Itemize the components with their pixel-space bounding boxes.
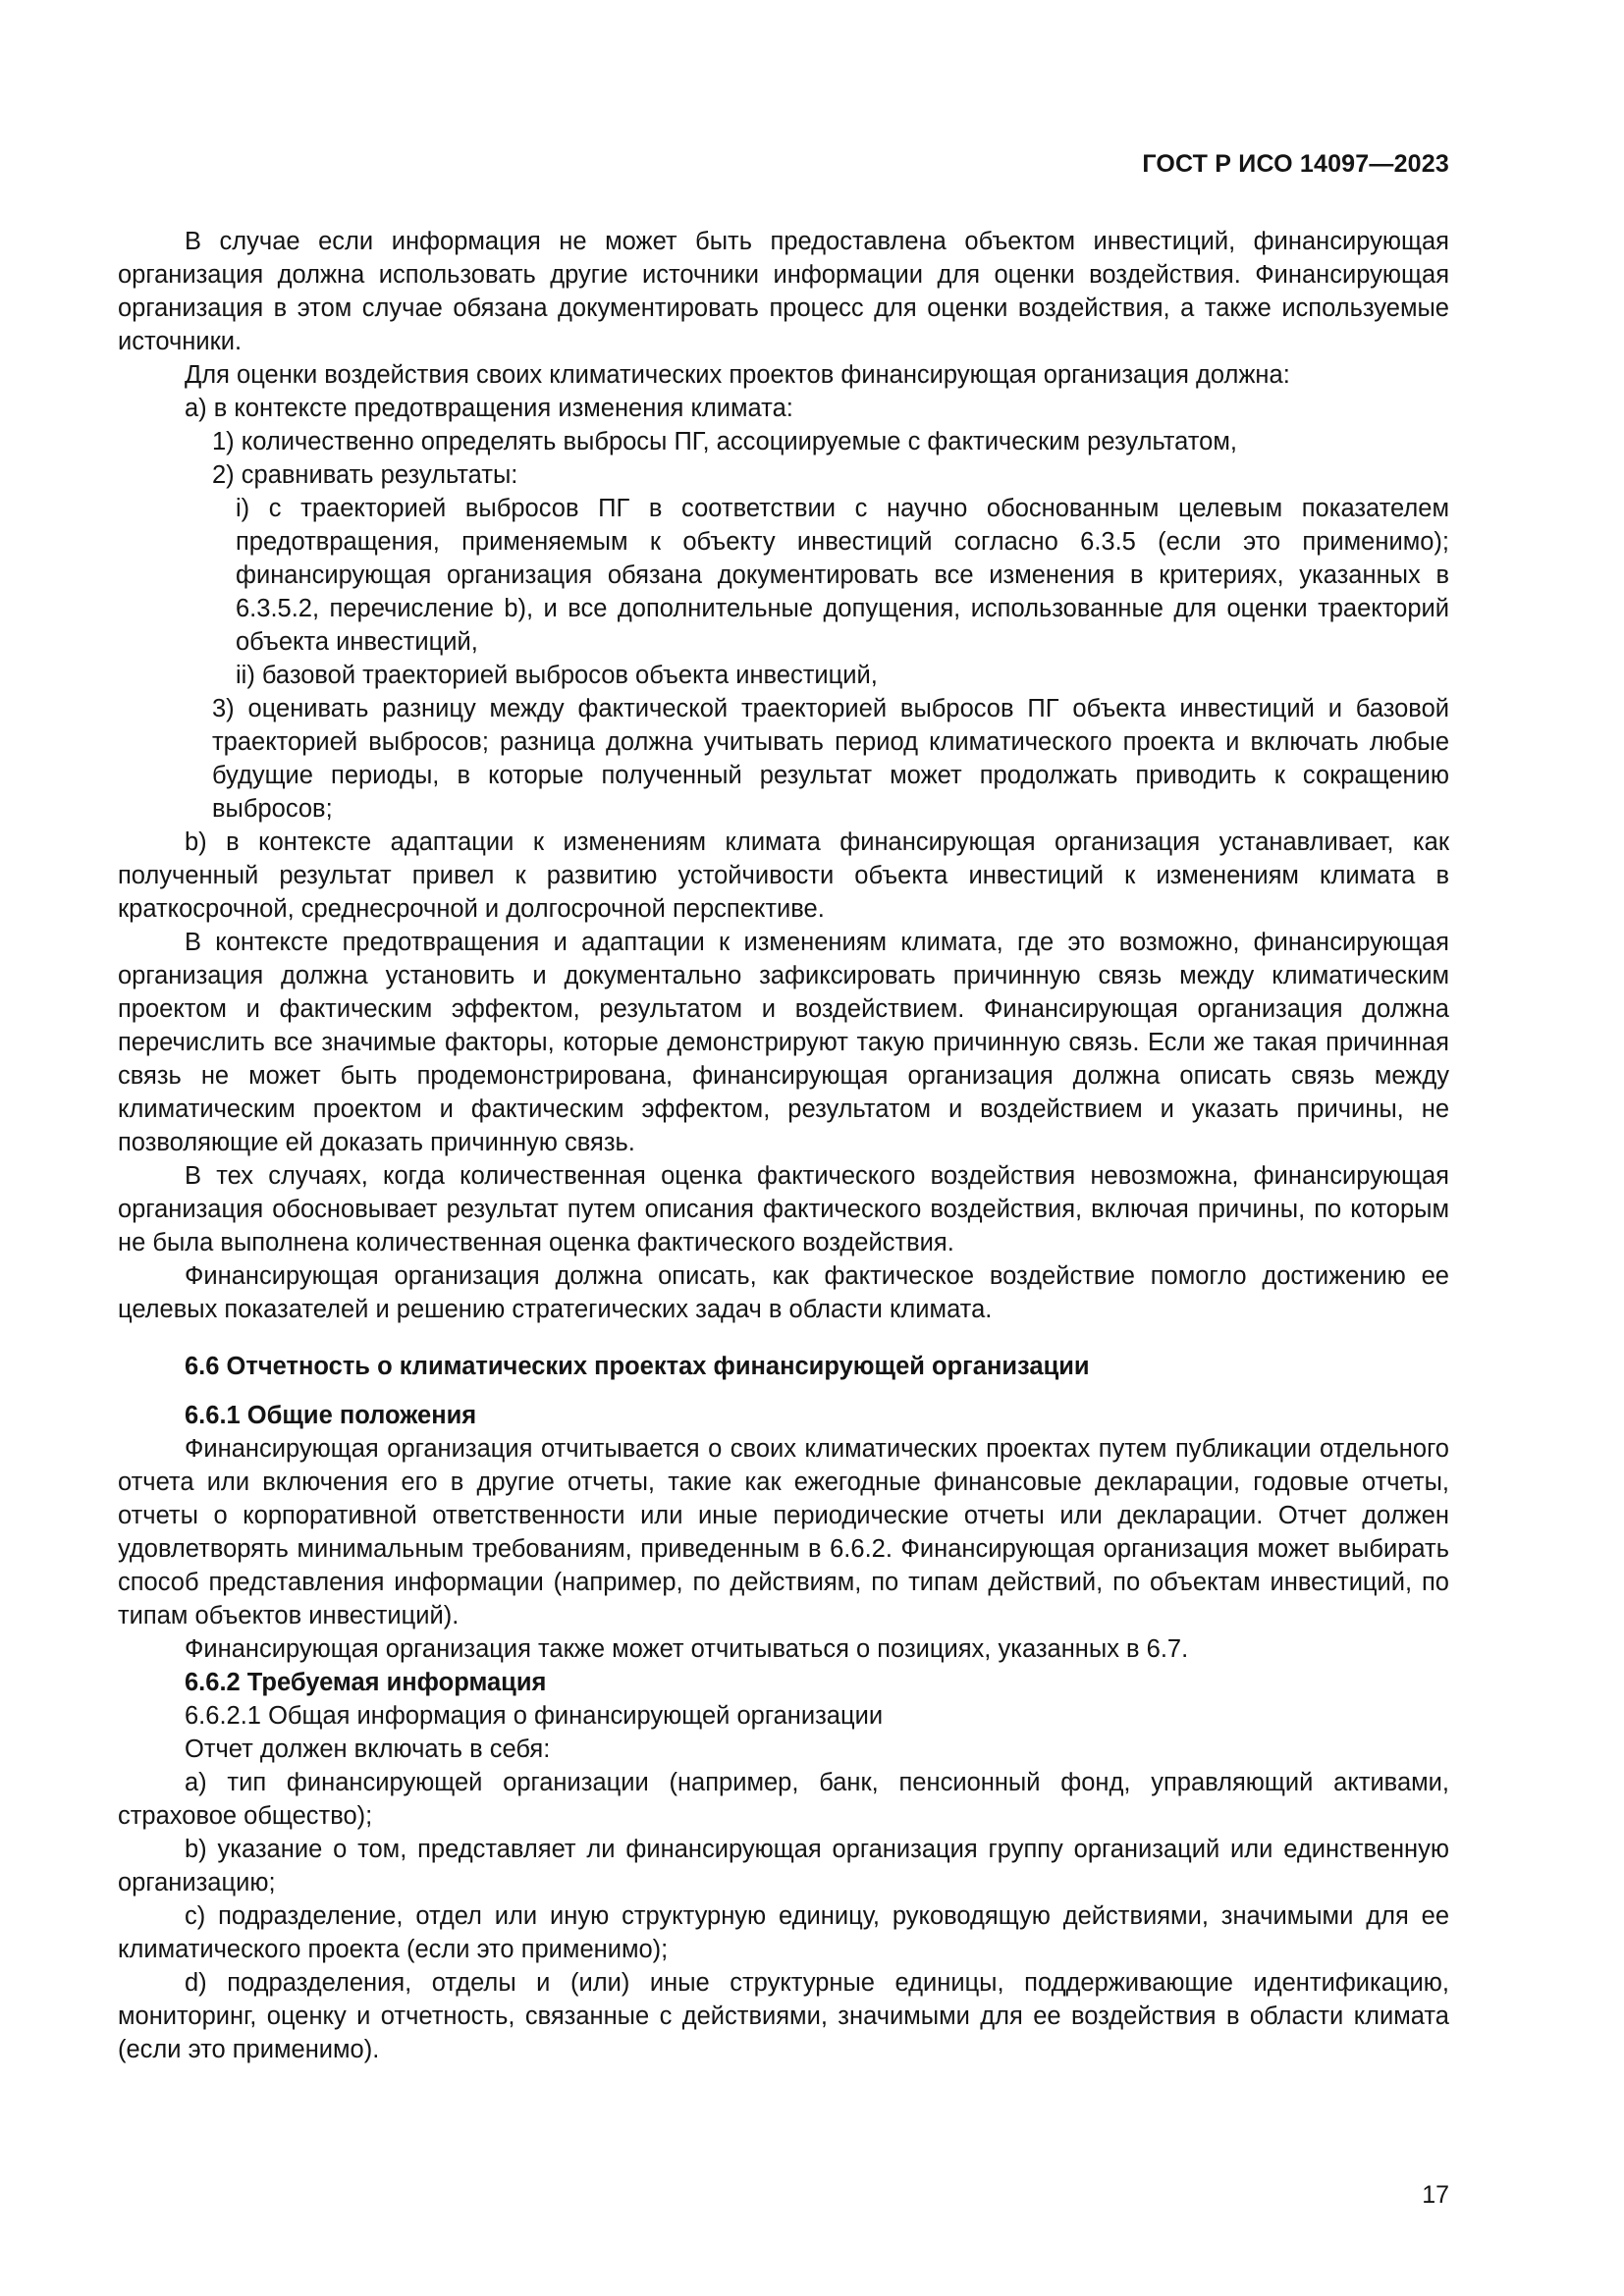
list-item: b) в контексте адаптации к изменениям климата финансирующая организация устанавливает, как полученный результат привел к развитию устойчивости объекта инвестиций к изменениям климата в краткосрочной, среднесрочной и долгосрочной перспективе. <box>118 828 1449 923</box>
list-item: 3) оценивать разницу между фактической траекторией выбросов ПГ объекта инвестиций и базовой траекторией выбросов; разница должна учитывать период климатического проекта и включать любые будущие периоды, в которые полученный результат может продолжать приводить к сокращению выбросов; <box>212 695 1449 823</box>
paragraph: 6.6.2.1 Общая информация о финансирующей организации <box>185 1702 884 1730</box>
list-item: d) подразделения, отделы и (или) иные структурные единицы, поддерживающие идентификацию, мониторинг, оценку и отчетность, связанные с действиями, значимыми для ее воздействия в области климата (если это применимо). <box>118 1969 1449 2063</box>
list-item: a) в контексте предотвращения изменения климата: <box>185 395 793 422</box>
document-header: ГОСТ Р ИСО 14097—2023 <box>1142 150 1449 178</box>
list-item: a) тип финансирующей организации (например, банк, пенсионный фонд, управляющий активами, страховое общество); <box>118 1769 1449 1830</box>
list-item: ii) базовой траекторией выбросов объекта инвестиций, <box>236 662 878 689</box>
paragraph: Отчет должен включать в себя: <box>185 1735 551 1763</box>
list-item: i) с траекторией выбросов ПГ в соответствии с научно обоснованным целевым показателем предотвращения, применяемым к объекту инвестиций согласно 6.3.5 (если это применимо); финансирующая организация обязана документировать все изменения в критериях, указанных в 6.3.5.2, перечисление b), и все дополнительные допущения, использованные для оценки траекторий объекта инвестиций, <box>236 495 1449 656</box>
paragraph: Финансирующая организация должна описать, как фактическое воздействие помогло достижению ее целевых показателей и решению стратегических задач в области климата. <box>118 1262 1449 1323</box>
section-heading: 6.6 Отчетность о климатических проектах финансирующей организации <box>185 1353 1090 1380</box>
paragraph: Финансирующая организация также может отчитываться о позициях, указанных в 6.7. <box>185 1635 1189 1663</box>
paragraph: В контексте предотвращения и адаптации к изменениям климата, где это возможно, финансирующая организация должна установить и документально зафиксировать причинную связь между климатическим проектом и фактическим эффектом, результатом и воздействием. Финансирующая организация должна перечислить все значимые факторы, которые демонстрируют такую причинную связь. Если же такая причинная связь не может быть продемонстрирована, финансирующая организация должна описать связь между климатическим проектом и фактическим эффектом, результатом и воздействием и указать причины, не позволяющие ей доказать причинную связь. <box>118 929 1449 1156</box>
list-item: 1) количественно определять выбросы ПГ, ассоциируемые с фактическим результатом, <box>212 428 1237 455</box>
paragraph: Для оценки воздействия своих климатических проектов финансирующая организация должна: <box>185 361 1290 389</box>
document-body <box>118 225 1449 2066</box>
page-number: 17 <box>1422 2181 1449 2209</box>
list-item: 2) сравнивать результаты: <box>212 461 518 489</box>
subsection-heading: 6.6.1 Общие положения <box>185 1402 477 1429</box>
paragraph: Финансирующая организация отчитывается о своих климатических проектах путем публикации отдельного отчета или включения его в другие отчеты, такие как ежегодные финансовые декларации, годовые отчеты, отчеты о корпоративной ответственности или иные периодические отчеты или декларации. Отчет должен удовлетворять минимальным требованиям, приведенным в 6.6.2. Финансирующая организация может выбирать способ представления информации (например, по действиям, по типам действий, по объектам инвестиций, по типам объектов инвестиций). <box>118 1435 1449 1629</box>
paragraph: В тех случаях, когда количественная оценка фактического воздействия невозможна, финансирующая организация обосновывает результат путем описания фактического воздействия, включая причины, по которым не была выполнена количественная оценка фактического воздействия. <box>118 1162 1449 1256</box>
paragraph: В случае если информация не может быть предоставлена объектом инвестиций, финансирующая организация должна использовать другие источники информации для оценки воздействия. Финансирующая организация в этом случае обязана документировать процесс для оценки воздействия, а также используемые источники. <box>118 228 1449 355</box>
list-item: b) указание о том, представляет ли финансирующая организация группу организаций или единственную организацию; <box>118 1836 1449 1896</box>
subsection-heading: 6.6.2 Требуемая информация <box>185 1669 547 1696</box>
list-item: c) подразделение, отдел или иную структурную единицу, руководящую действиями, значимыми для ее климатического проекта (если это применимо); <box>118 1902 1449 1963</box>
document-page <box>118 0 1449 2296</box>
